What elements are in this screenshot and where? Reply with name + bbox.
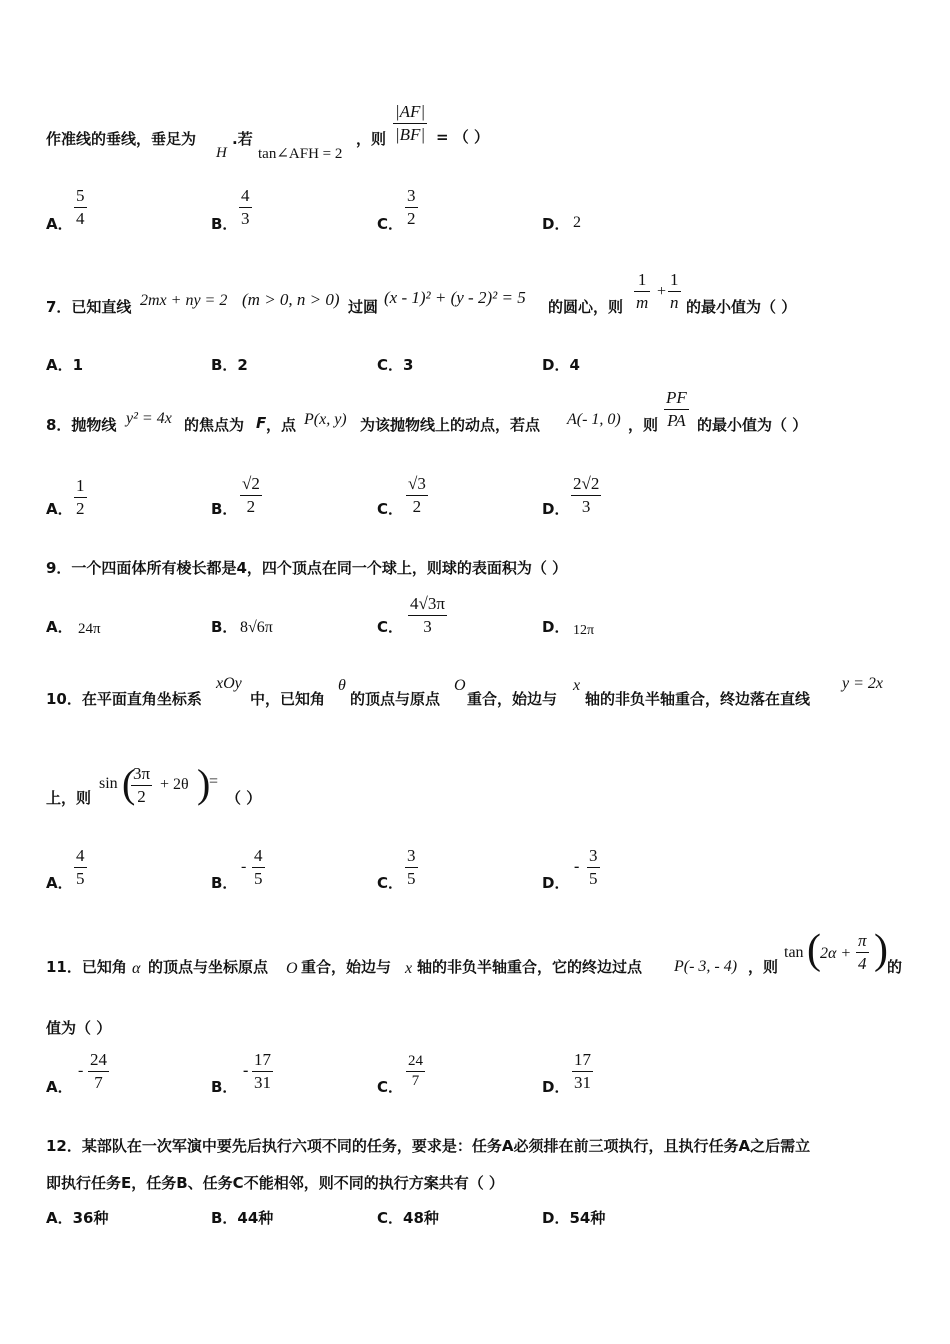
q11-inner: 2α + — [820, 945, 852, 962]
q9-option-a-label: A． — [46, 618, 73, 636]
q6-option-c-label: C． — [377, 215, 404, 233]
q10-x: x — [573, 677, 581, 694]
q10-c-num: 3 — [407, 846, 416, 865]
q9-option-d-value: 12π — [573, 623, 595, 638]
q11-option-c-value — [406, 1053, 425, 1090]
q11-c-den: 7 — [406, 1071, 425, 1090]
q10-plus-2theta: + 2θ — [160, 776, 189, 793]
q11-t3: 轴的非负半轴重合，它的终边过点 — [417, 958, 643, 976]
q11-a-num: 24 — [90, 1050, 107, 1069]
q6-text-c: ，则 — [356, 130, 387, 148]
q11-t4: ，则 — [748, 958, 779, 976]
q7-mid: 过圆 — [348, 298, 379, 316]
q7-frac-a-num: 1 — [637, 270, 647, 289]
q11-d-den: 31 — [574, 1073, 591, 1092]
q8-a-den: 2 — [76, 499, 85, 518]
q8-suffix: 的最小值为（ ） — [697, 416, 808, 434]
q6-text-a: 作准线的垂线，垂足为 — [46, 130, 197, 148]
q8-option-a-label: A． — [46, 500, 73, 518]
q6-b-num: 4 — [241, 186, 250, 205]
q12-option-a: A．36种 — [46, 1209, 109, 1227]
q12-option-c: C．48种 — [377, 1209, 439, 1227]
q10-b-num: 4 — [254, 846, 263, 865]
q11-option-b-value — [252, 1050, 273, 1093]
q6-ratio-den: |BF| — [395, 125, 426, 144]
q10-option-d-sign: - — [574, 858, 580, 875]
q7-prefix: 7．已知直线 — [46, 298, 132, 316]
q11-b-num: 17 — [254, 1050, 271, 1069]
q11-point-p: P(- 3, - 4) — [674, 958, 738, 975]
q8-ratio-num: PF — [666, 388, 687, 407]
q6-option-a-value — [74, 186, 87, 229]
q8-option-c-label: C． — [377, 500, 404, 518]
q11-t1: 的顶点与坐标原点 — [148, 958, 269, 976]
q10-blank: （ ） — [226, 789, 262, 807]
q6-option-b-value — [239, 186, 252, 229]
q11-x: x — [405, 960, 413, 977]
q6-ratio-fraction — [393, 102, 427, 145]
q10-sin: sin — [99, 775, 118, 792]
q11-origin-o: O — [286, 960, 298, 977]
q9-c-num: 4√3π — [410, 594, 445, 613]
q10-option-b-value — [252, 846, 265, 889]
q9-option-b-label: B． — [211, 618, 238, 636]
q11-alpha: α — [132, 960, 141, 977]
q10-t2: 的顶点与原点 — [350, 690, 441, 708]
q10-origin-o: O — [454, 677, 466, 694]
q12-option-b: B．44种 — [211, 1209, 274, 1227]
q10-frac — [131, 764, 152, 807]
q10-option-c-value — [405, 846, 418, 889]
q11-t2: 重合，始边与 — [301, 958, 392, 976]
q11-b-den: 31 — [254, 1073, 271, 1092]
q7-option-b: B．2 — [211, 356, 248, 374]
q8-d-den: 3 — [571, 495, 601, 517]
q10-t4: 轴的非负半轴重合，终边落在直线 — [585, 690, 811, 708]
q8-a-num: 1 — [76, 476, 85, 495]
q8-t3: 为该抛物线上的动点，若点 — [360, 416, 541, 434]
q7-frac-b-den: n — [670, 293, 679, 312]
q7-mid2: 的圆心，则 — [548, 298, 624, 316]
q11-tan: tan — [784, 944, 804, 961]
q10-eq: = — [209, 773, 219, 790]
q7-frac-1-over-n — [668, 270, 681, 313]
q10-right-paren: ) — [197, 761, 211, 806]
q12-line2: 即执行任务E，任务B、任务C不能相邻，则不同的执行方案共有（ ） — [46, 1174, 504, 1192]
q7-frac-a-den: m — [636, 293, 649, 312]
q8-t4: ，则 — [628, 416, 659, 434]
q8-option-d-label: D． — [542, 500, 570, 518]
q8-b-num: √2 — [242, 474, 260, 493]
q8-point-p: P(x, y) — [304, 411, 347, 428]
q8-c-num: √3 — [408, 474, 426, 493]
q8-ratio-fraction — [664, 388, 689, 431]
q10-option-a-value — [74, 846, 87, 889]
q10-option-c-label: C． — [377, 874, 404, 892]
q10-left-paren: ( — [122, 761, 136, 806]
q8-t1: 的焦点为 — [184, 416, 245, 434]
q11-frac — [856, 931, 869, 974]
q10-option-d-value — [587, 846, 600, 889]
q11-option-c-label: C． — [377, 1078, 404, 1096]
q11-option-a-value — [88, 1050, 109, 1093]
q9-option-b-value: 8√6π — [240, 619, 273, 636]
q8-option-b-value — [240, 474, 262, 517]
q8-option-b-label: B． — [211, 500, 238, 518]
q9-text: 9．一个四面体所有棱长都是4，四个顶点在同一个球上，则球的表面积为（ ） — [46, 559, 568, 577]
q11-a-den: 7 — [88, 1071, 109, 1093]
q6-option-a-label: A． — [46, 215, 73, 233]
q10-theta: θ — [338, 677, 346, 694]
q11-option-d-value — [572, 1050, 593, 1093]
q7-line-equation: 2mx + ny = 2 — [140, 292, 228, 309]
q7-option-c: C．3 — [377, 356, 414, 374]
q10-option-b-sign: - — [241, 858, 247, 875]
q8-prefix: 8．抛物线 — [46, 416, 117, 434]
q6-option-c-value — [405, 186, 418, 229]
q7-condition: (m > 0, n > 0) — [242, 290, 340, 309]
q8-option-c-value — [406, 474, 428, 517]
q10-option-b-label: B． — [211, 874, 238, 892]
q6-option-d-value: 2 — [573, 214, 581, 231]
q6-b-den: 3 — [241, 209, 250, 228]
q11-option-b-sign: - — [243, 1062, 249, 1079]
q11-option-a-sign: - — [78, 1062, 84, 1079]
q10-line2-prefix: 上，则 — [46, 789, 92, 807]
q10-line: y = 2x — [842, 675, 883, 692]
q10-option-a-label: A． — [46, 874, 73, 892]
q6-condition: tan∠AFH = 2 — [258, 146, 343, 162]
q10-prefix: 10．在平面直角坐标系 — [46, 690, 202, 708]
q11-option-d-label: D． — [542, 1078, 570, 1096]
q9-option-c-label: C． — [377, 618, 404, 636]
q10-b-den: 5 — [254, 869, 263, 888]
q8-b-den: 2 — [240, 495, 262, 517]
q10-a-num: 4 — [76, 846, 85, 865]
q11-line2: 值为（ ） — [46, 1019, 112, 1037]
q7-plus: + — [657, 283, 667, 300]
q9-option-a-value: 24π — [78, 621, 101, 637]
q6-point-h: H — [216, 145, 227, 161]
q11-left-paren: ( — [807, 927, 821, 973]
q10-t3: 重合，始边与 — [467, 690, 558, 708]
q6-a-den: 4 — [76, 209, 85, 228]
q11-d-num: 17 — [574, 1050, 591, 1069]
q6-text-d: = （ ） — [436, 128, 490, 146]
q6-c-num: 3 — [407, 186, 416, 205]
q8-c-den: 2 — [406, 495, 428, 517]
q7-option-a: A．1 — [46, 356, 84, 374]
q11-t5: 的 — [887, 958, 903, 976]
q10-frac-den: 2 — [131, 785, 152, 807]
q10-a-den: 5 — [76, 869, 85, 888]
q10-c-den: 5 — [407, 869, 416, 888]
q10-xoy: xOy — [216, 675, 242, 692]
q6-ratio-num: |AF| — [395, 102, 426, 121]
q10-option-d-label: D． — [542, 874, 570, 892]
q12-option-d: D．54种 — [542, 1209, 606, 1227]
q8-option-d-value — [571, 474, 601, 517]
q9-option-c-value — [408, 594, 447, 637]
q11-prefix: 11．已知角 — [46, 958, 127, 976]
q8-parabola: y² = 4x — [126, 410, 172, 427]
q8-option-a-value — [74, 476, 87, 519]
q7-circle-equation: (x - 1)² + (y - 2)² = 5 — [384, 288, 526, 307]
q10-d-num: 3 — [589, 846, 598, 865]
q10-d-den: 5 — [589, 869, 598, 888]
q10-frac-num: 3π — [133, 764, 151, 783]
q7-suffix: 的最小值为（ ） — [686, 298, 797, 316]
q7-frac-b-num: 1 — [670, 270, 679, 289]
q11-frac-num: π — [858, 931, 867, 950]
q11-frac-den: 4 — [856, 952, 869, 974]
q7-frac-1-over-m — [634, 270, 650, 313]
q11-option-a-label: A． — [46, 1078, 73, 1096]
q8-focus-f: F — [256, 414, 267, 432]
q12-line1: 12．某部队在一次军演中要先后执行六项不同的任务，要求是：任务A必须排在前三项执行，且执行任务A之后需立 — [46, 1137, 811, 1155]
q6-c-den: 2 — [407, 209, 416, 228]
q8-t2: ，点 — [266, 416, 297, 434]
q9-option-d-label: D． — [542, 618, 570, 636]
q7-option-d: D．4 — [542, 356, 580, 374]
q8-ratio-den: PA — [664, 409, 689, 431]
q11-option-b-label: B． — [211, 1078, 238, 1096]
q6-text-b: .若 — [232, 130, 253, 148]
q6-line — [46, 128, 196, 149]
q8-d-num: 2√2 — [573, 474, 600, 493]
q8-point-a: A(- 1, 0) — [567, 411, 621, 428]
q11-c-num: 24 — [408, 1053, 423, 1069]
q9-c-den: 3 — [408, 615, 447, 637]
q6-option-d-label: D． — [542, 215, 570, 233]
q6-option-b-label: B． — [211, 215, 238, 233]
q6-a-num: 5 — [76, 186, 85, 205]
q11-right-paren: ) — [874, 927, 888, 973]
q10-t1: 中，已知角 — [250, 690, 326, 708]
